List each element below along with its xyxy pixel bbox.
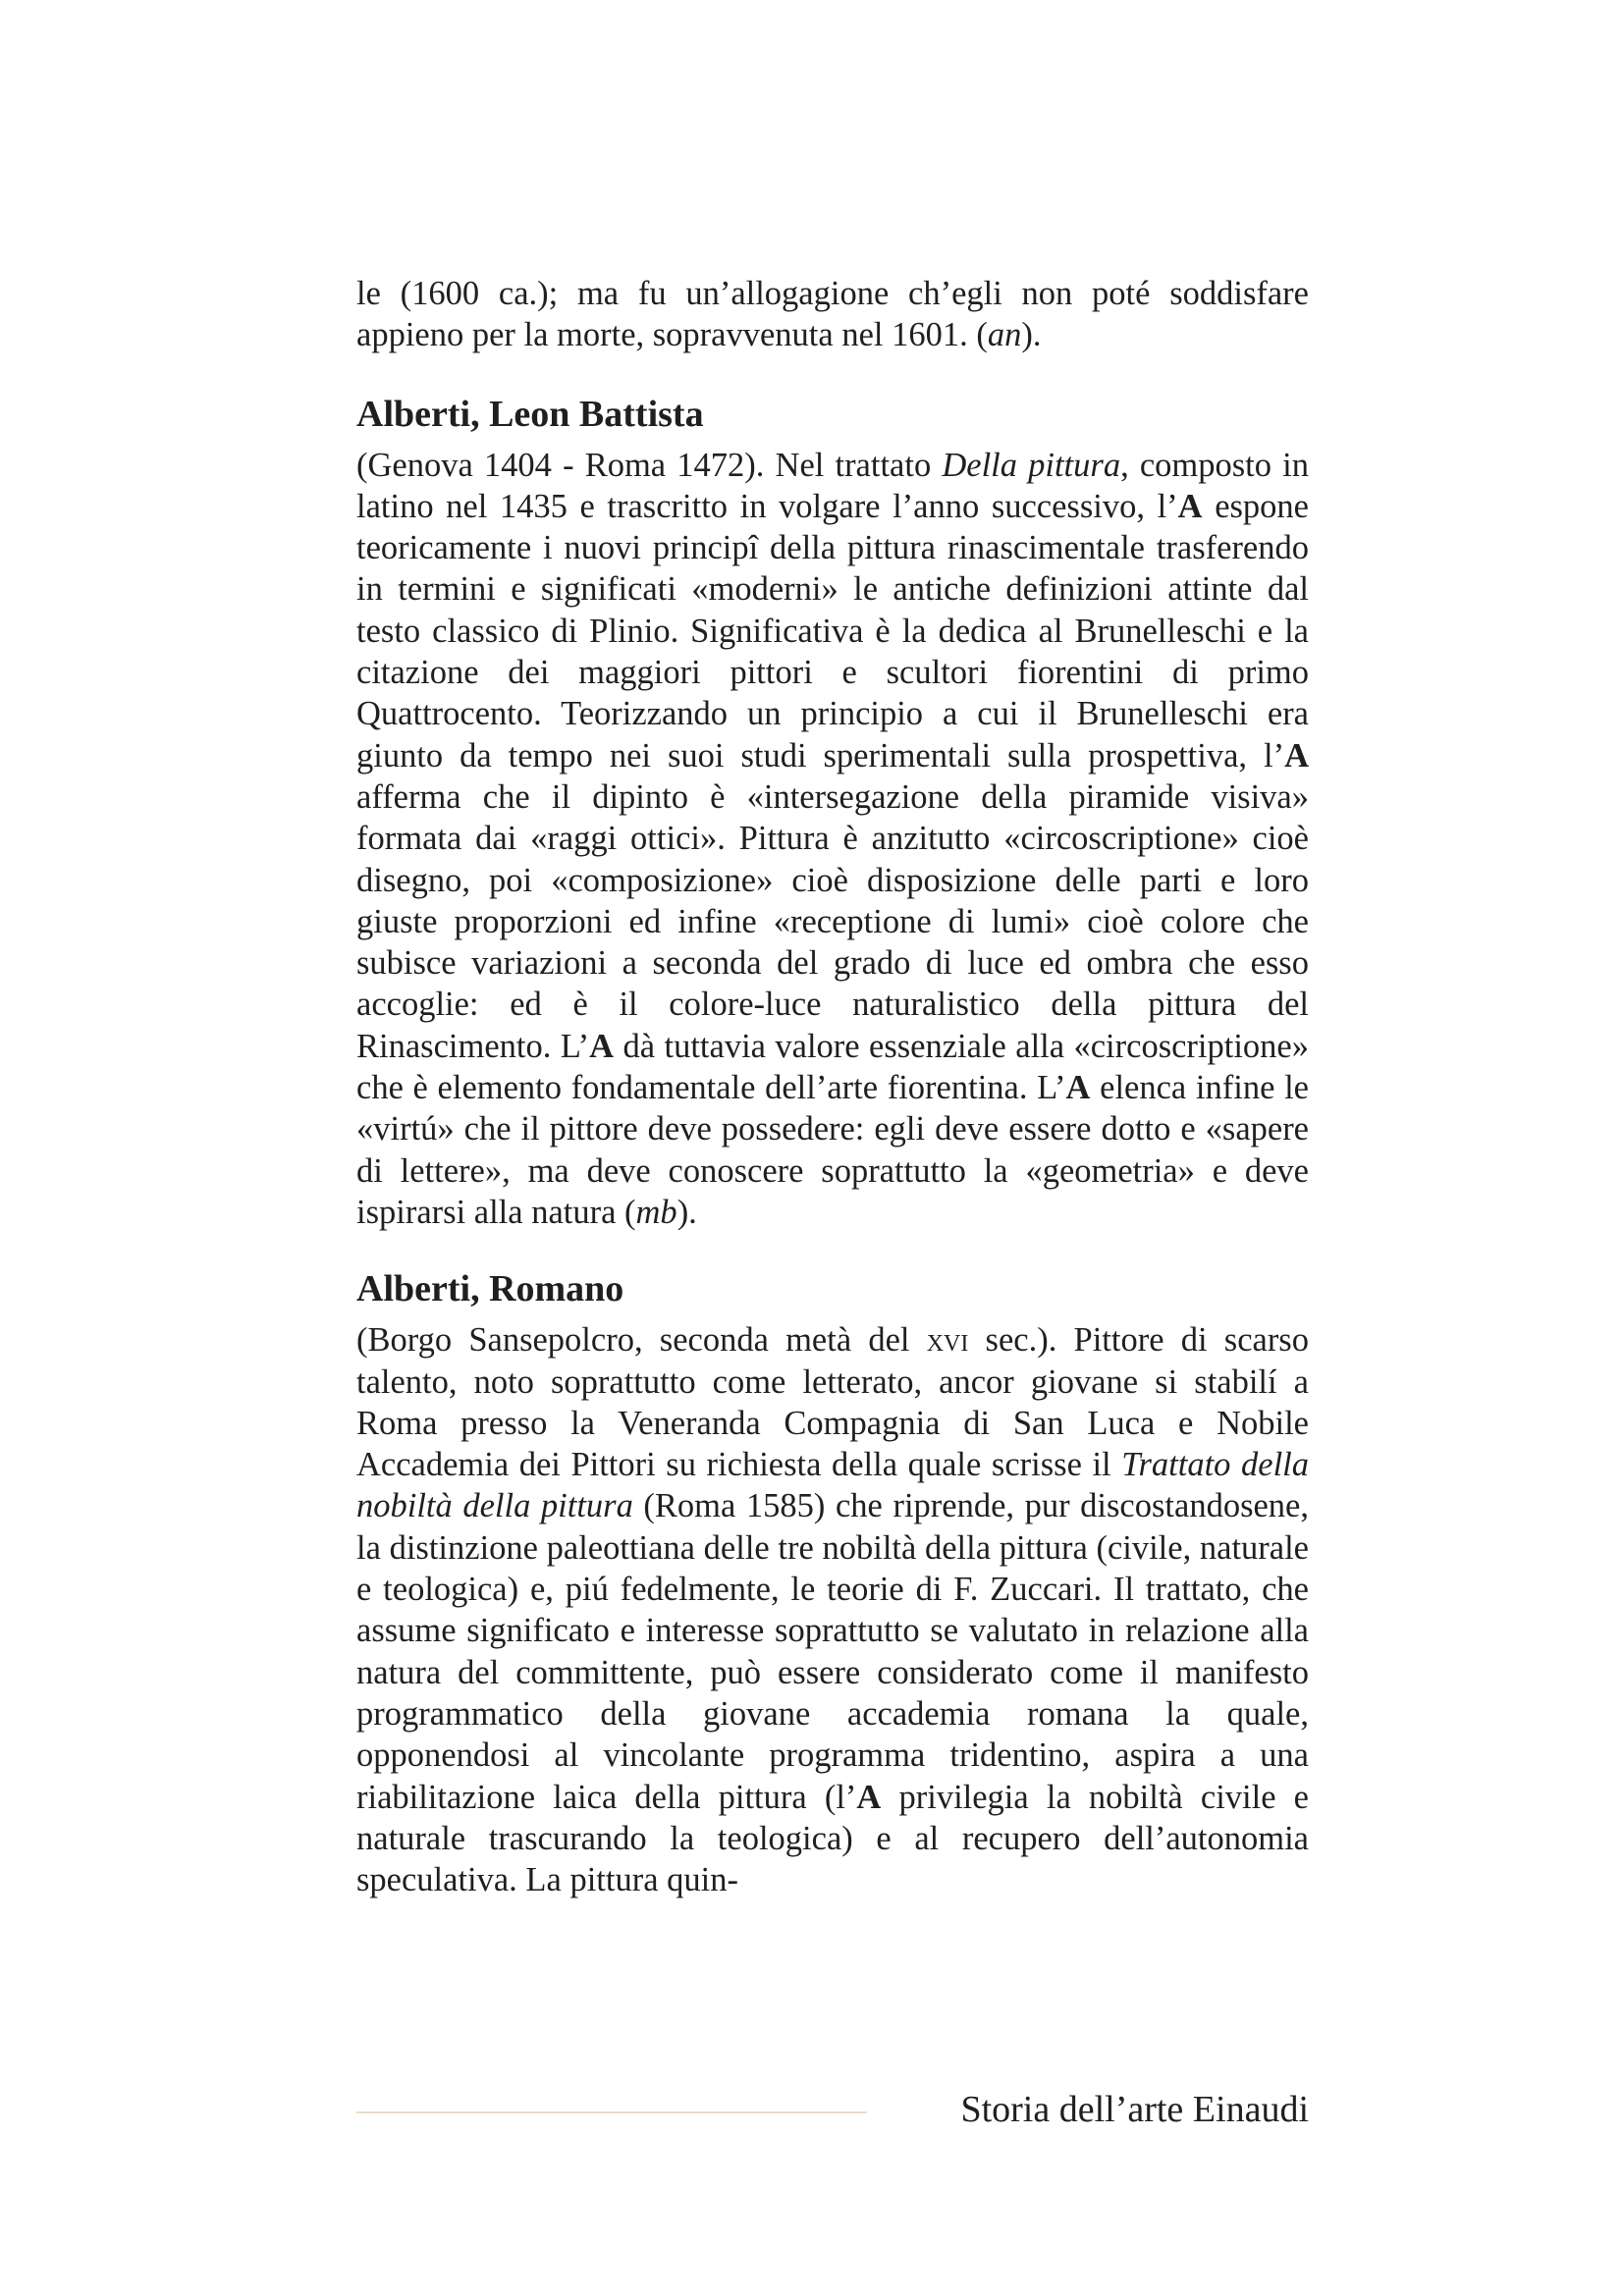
page-body [356,273,1309,1900]
name-abbrev: A [589,1027,615,1065]
entry-text: sec.). Pittore di scarso talento, noto soprattutto come letterato, ancor giovane si stabilí a Roma presso la Veneranda Compagnia di San Luca e Nobile Accademia dei Pittori su richiesta della quale scrisse il [356,1321,1309,1484]
entry-text: (Borgo Sansepolcro, seconda metà del [356,1321,927,1360]
entry-heading-alberti-leon-battista: Alberti, Leon Battista [356,393,704,435]
page-footer [356,2088,1309,2135]
century-numeral: xvi [926,1321,969,1360]
entry-text: , composto in latino nel 1435 e trascritto in volgare l’anno successivo, l’ [356,446,1309,525]
lead-text-end: ). [1021,316,1042,354]
author-initials: mb [635,1193,677,1231]
entry-text: (Genova 1404 - Roma 1472). Nel trattato [356,446,943,484]
entry-body-alberti-romano [356,1319,1309,1900]
footer-rule [356,2111,867,2113]
work-title: Della pittura [942,446,1121,484]
footer-publication-title: Storia dell’arte Einaudi [960,2089,1309,2130]
name-abbrev: A [1065,1069,1091,1107]
name-abbrev: A [856,1778,882,1816]
entry-text: (Roma 1585) che riprende, pur discostandosene, la distinzione paleottiana delle tre nobiltà della pittura (civile, naturale e teologica) e, piú fedelmente, le teorie di F. Zuccari. Il trattato, che assume significato e interesse soprattutto se valutato in relazione alla natura del committente, può essere considerato come il manifesto programmatico della giovane accademia romana la quale, opponendosi al vincolante programma tridentino, aspira a una riabilitazione laica della pittura (l’ [356,1487,1309,1816]
work-title: Trattato della nobiltà della pittura [356,1446,1309,1525]
entry-heading-alberti-romano: Alberti, Romano [356,1268,624,1310]
lead-paragraph [356,273,1309,356]
entry-text: espone teoricamente i nuovi principî della pittura rinascimentale trasferendo in termini e significati «moderni» le antiche definizioni attinte dal testo classico di Plinio. Significativa è la dedica al Brunelleschi e la citazione dei maggiori pittori e scultori fiorentini di primo Quattrocento. Teorizzando un principio a cui il Brunelleschi era giunto da tempo nei suoi studi sperimentali sulla prospettiva, l’ [356,487,1309,774]
entry-text-end: ). [676,1193,697,1231]
entry-text: dà tuttavia valore essenziale alla «circoscriptione» che è elemento fondamentale dell’arte fiorentina. L’ [356,1027,1309,1107]
entry-text: afferma che il dipinto è «intersegazione della piramide visiva» formata dai «raggi ottici». Pittura è anzitutto «circoscriptione» cioè disegno, poi «composizione» cioè disposizione delle parti e loro giuste proporzioni ed infine «receptione di lumi» cioè colore che subisce variazioni a seconda del grado di luce ed ombra che esso accoglie: ed è il colore-luce naturalistico della pittura del Rinascimento. L’ [356,777,1309,1065]
name-abbrev: A [1177,487,1203,525]
entry-text: elenca infine le «virtú» che il pittore deve possedere: egli deve essere dotto e «sapere di lettere», ma deve conoscere soprattutto la «geometria» e deve ispirarsi alla natura ( [356,1069,1309,1231]
author-initials: an [987,316,1022,354]
lead-text: le (1600 ca.); ma fu un’allogagione ch’egli non poté soddisfare appieno per la morte, sopravvenuta nel 1601. ( [356,275,1309,354]
entry-body-alberti-leon-battista [356,445,1309,1234]
entry-text-end: privilegia la nobiltà civile e naturale trascurando la teologica) e al recupero dell’autonomia speculativa. La pittura quin- [356,1778,1309,1899]
name-abbrev: A [1284,736,1309,774]
